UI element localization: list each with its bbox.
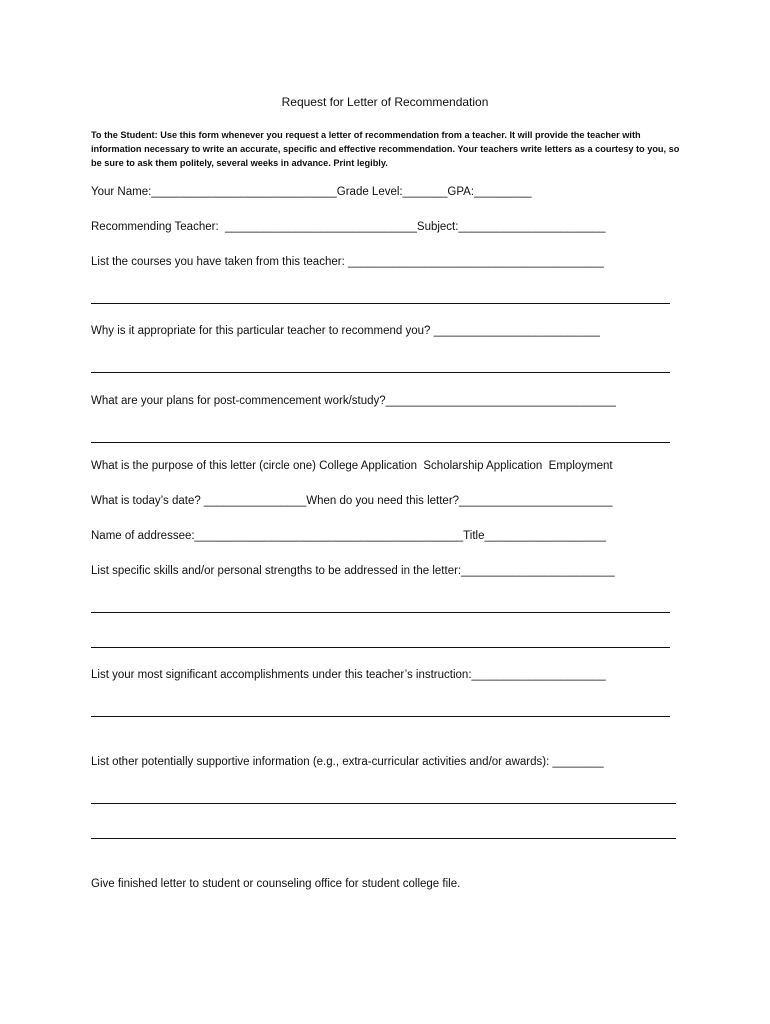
skills-blank-line-1[interactable] — [91, 612, 670, 613]
plans-line[interactable]: What are your plans for post-commencement work/study?____________________________________ — [91, 395, 616, 407]
other-info-blank-line-1[interactable] — [91, 803, 676, 804]
courses-blank-line[interactable] — [91, 303, 670, 304]
skills-line[interactable]: List specific skills and/or personal strengths to be addressed in the letter:________________________ — [91, 565, 615, 577]
finished-letter-note: Give finished letter to student or counseling office for student college file. — [91, 878, 461, 890]
other-info-line[interactable]: List other potentially supportive information (e.g., extra-curricular activities and/or awards): ________ — [91, 756, 604, 768]
accomplishments-blank-line[interactable] — [91, 716, 670, 717]
courses-line[interactable]: List the courses you have taken from this teacher: ________________________________________ — [91, 256, 604, 268]
addressee-line[interactable]: Name of addressee:__________________________________________Title___________________ — [91, 530, 606, 542]
dates-line[interactable]: What is today’s date? ________________When do you need this letter?________________________ — [91, 495, 613, 507]
why-appropriate-line[interactable]: Why is it appropriate for this particular teacher to recommend you? __________________________ — [91, 325, 600, 337]
letter-purpose-line[interactable]: What is the purpose of this letter (circle one) College Application Scholarship Application Employment — [91, 460, 613, 472]
accomplishments-line[interactable]: List your most significant accomplishments under this teacher’s instruction:_____________________ — [91, 669, 606, 681]
recommending-teacher-line[interactable]: Recommending Teacher: ______________________________Subject:_______________________ — [91, 221, 606, 233]
why-appropriate-blank-line[interactable] — [91, 372, 670, 373]
form-title: Request for Letter of Recommendation — [281, 95, 489, 109]
student-instructions: To the Student: Use this form whenever you request a letter of recommendation from a teacher. It will provide the teacher with information necessary to write an accurate, specific and effective recommendation. Your teachers write letters as a courtesy to you, so be sure to ask them politely, several weeks in advance. Print legibly. — [91, 130, 680, 168]
skills-blank-line-2[interactable] — [91, 647, 670, 648]
your-name-line[interactable]: Your Name:_____________________________Grade Level:_______GPA:_________ — [91, 186, 532, 198]
other-info-blank-line-2[interactable] — [91, 838, 676, 839]
plans-blank-line[interactable] — [91, 442, 670, 443]
